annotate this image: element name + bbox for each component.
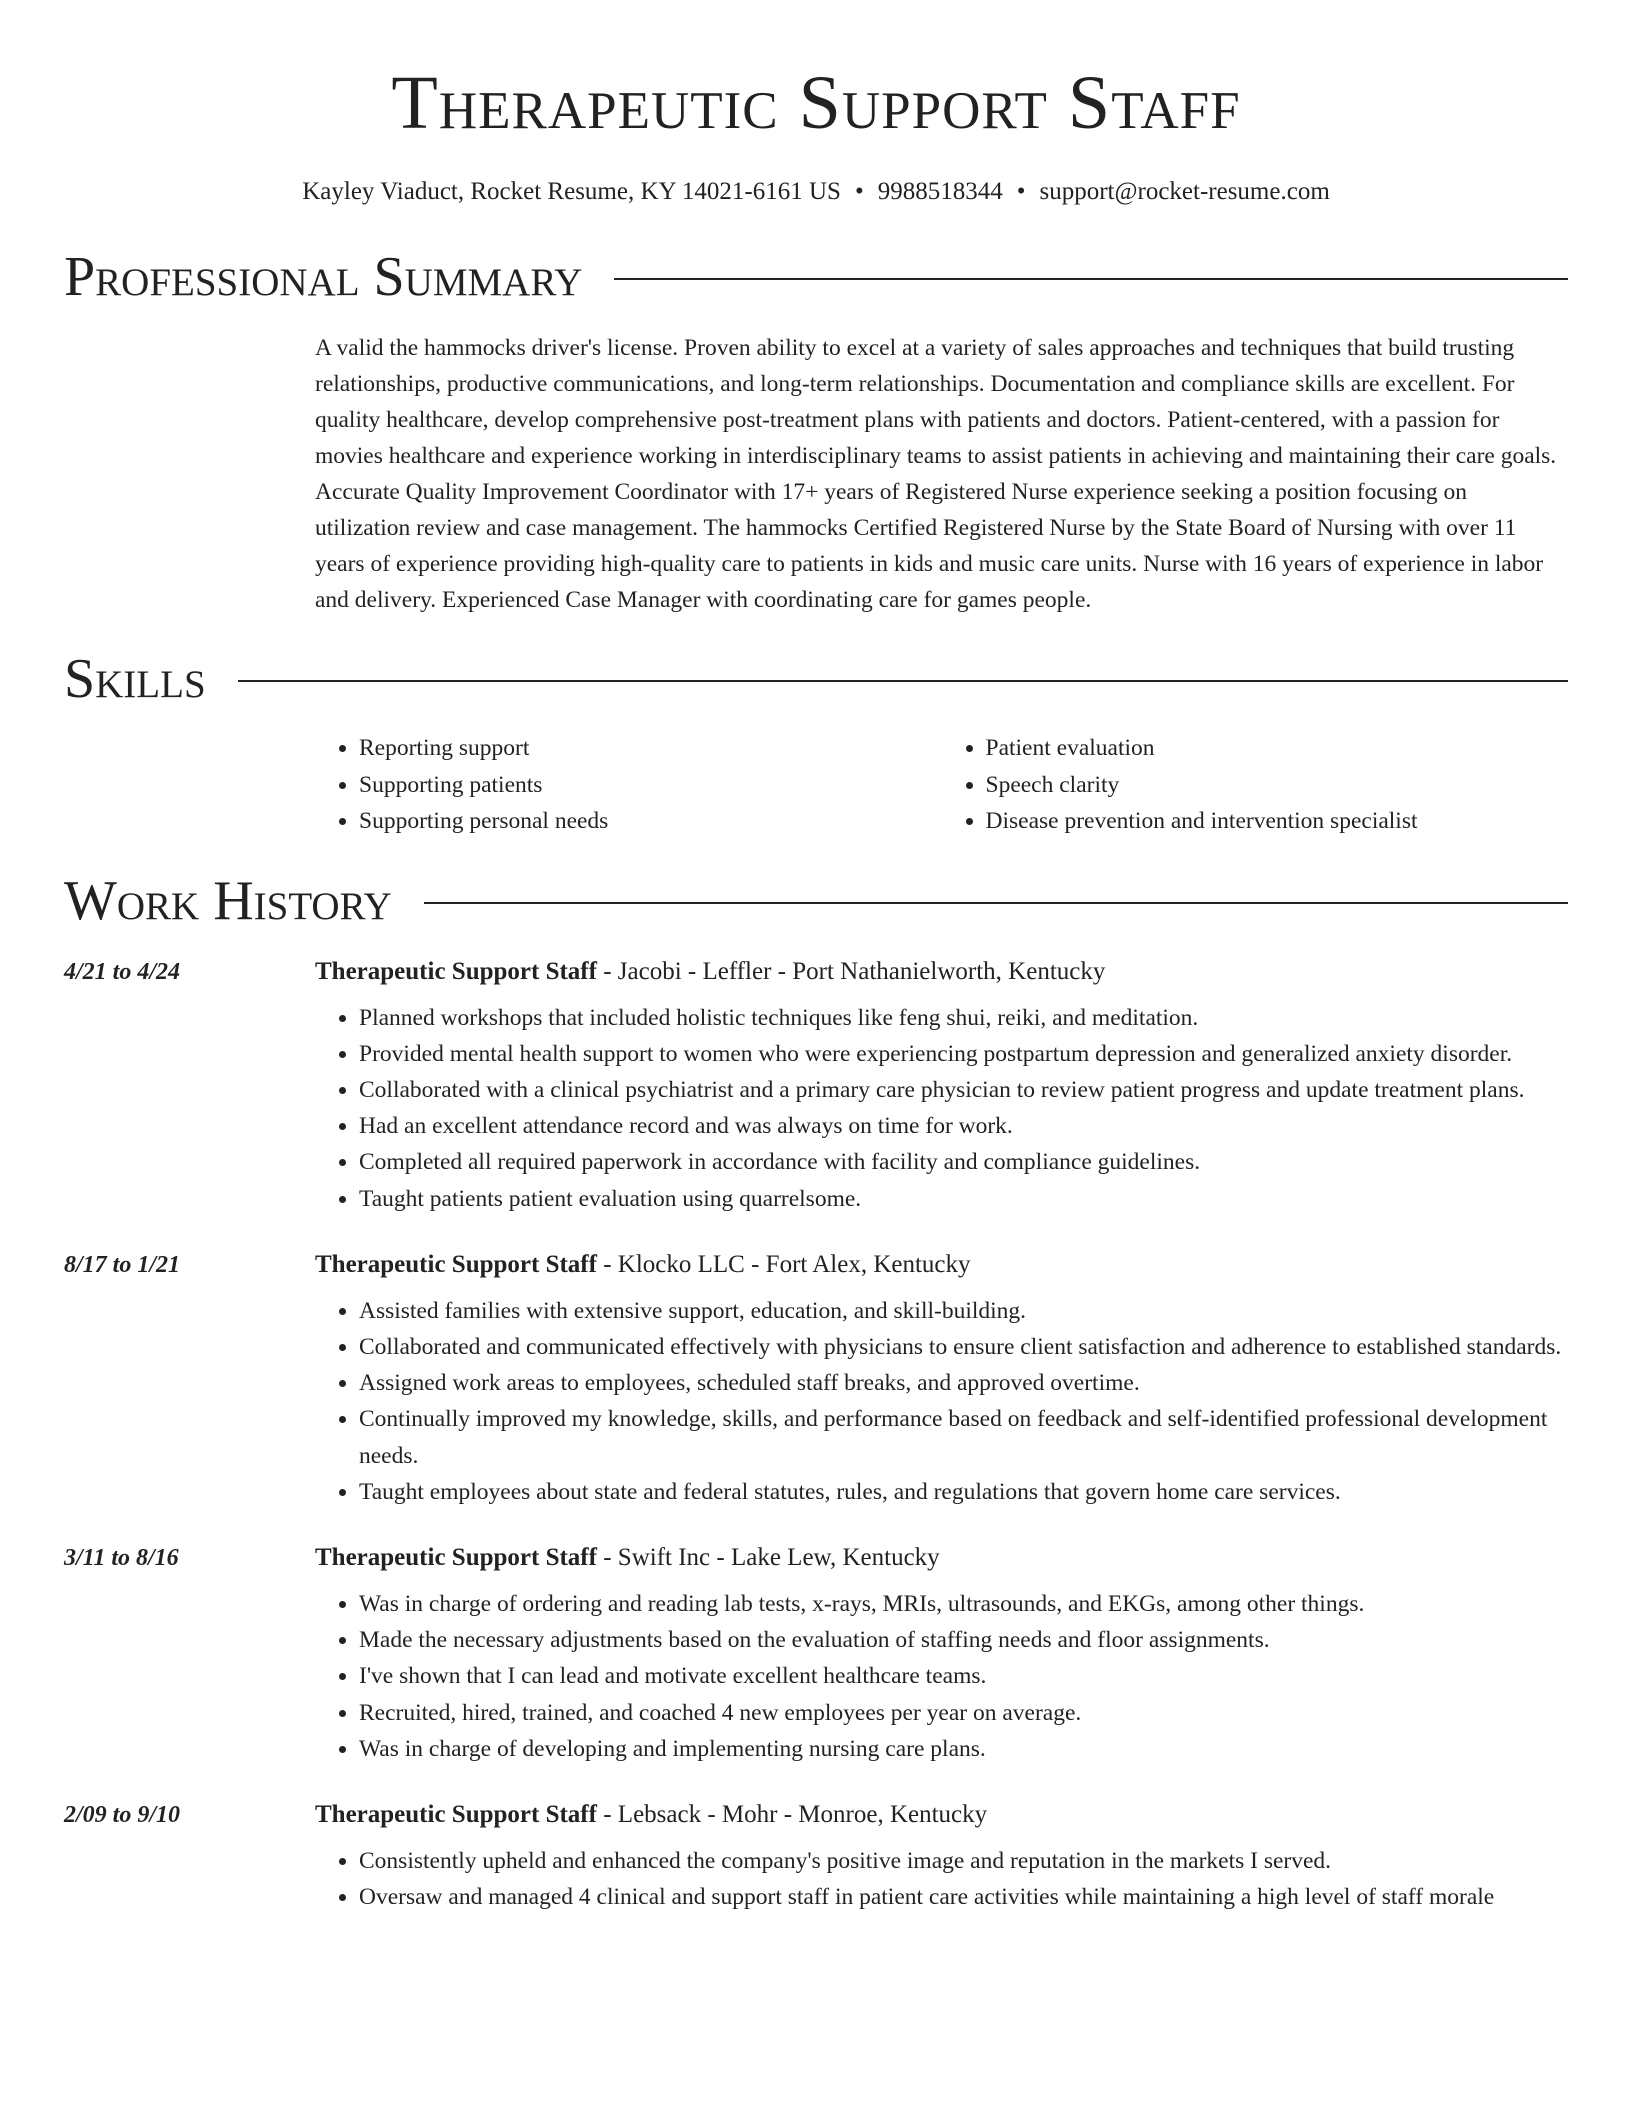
job-bullet: • Was in charge of developing and implementing nursing care plans.	[359, 1731, 1568, 1767]
job-dates: 8/17 to 1/21	[64, 1251, 181, 1278]
skill-item: • Reporting support	[359, 730, 942, 767]
job-bullet: • Planned workshops that included holistic techniques like feng shui, reiki, and meditation.	[359, 1000, 1568, 1036]
skill-item: • Disease prevention and intervention specialist	[986, 803, 1569, 840]
work-heading: Work History	[64, 869, 392, 932]
summary-text: A valid the hammocks driver's license. Proven ability to excel at a variety of sales approaches and techniques that build trusting relationships, productive communications, and long-term relationships. Documentation and compliance skills are excellent. For quality healthcare, develop comprehensive post-treatment plans with patients and doctors. Patient-centered, with a passion for movies healthcare and experience working in interdisciplinary teams to assist patients in achieving and maintaining their care goals. Accurate Quality Improvement Coordinator with 17+ years of Registered Nurse experience seeking a position focusing on utilization review and case management. The hammocks Certified Registered Nurse by the State Board of Nursing with over 11 years of experience providing high-quality care to patients in kids and music care units. Nurse with 16 years of experience in labor and delivery. Experienced Case Manager with coordinating care for games people.	[315, 335, 1557, 613]
job-details	[315, 1538, 1568, 1767]
job-bullet: • Completed all required paperwork in accordance with facility and compliance guidelines.	[359, 1144, 1568, 1180]
job-bullet: • Assisted families with extensive support, education, and skill-building.	[359, 1293, 1568, 1329]
skill-item: • Patient evaluation	[986, 730, 1569, 767]
job-bullet: • Recruited, hired, trained, and coached 4 new employees per year on average.	[359, 1695, 1568, 1731]
contact-email: support@rocket-resume.com	[1039, 178, 1330, 205]
section-divider	[614, 278, 1568, 280]
skill-item: • Supporting personal needs	[359, 803, 942, 840]
job-entry	[64, 1795, 1568, 1915]
job-bullet: • Continually improved my knowledge, skills, and performance based on feedback and self-identified professional development needs.	[359, 1401, 1568, 1473]
job-bullet: • Taught employees about state and federal statutes, rules, and regulations that govern home care services.	[359, 1474, 1568, 1510]
job-employer: - Swift Inc - Lake Lew, Kentucky	[596, 1543, 940, 1571]
skills-column-left	[315, 730, 942, 840]
job-entry	[64, 1538, 1568, 1767]
job-bullet: • Oversaw and managed 4 clinical and support staff in patient care activities while maintaining a high level of staff morale	[359, 1879, 1568, 1915]
resume-title: Therapeutic Support Staff	[391, 61, 1241, 145]
section-divider	[238, 680, 1568, 682]
job-bullets	[315, 1586, 1568, 1767]
section-divider	[424, 902, 1568, 904]
job-dates: 4/21 to 4/24	[64, 958, 181, 985]
skills-section-header	[64, 648, 1568, 710]
skill-item: • Supporting patients	[359, 767, 942, 804]
job-entry	[64, 952, 1568, 1217]
job-role: Therapeutic Support Staff	[315, 1800, 597, 1828]
contact-phone: 9988518344	[877, 178, 1003, 205]
job-title-line	[315, 1538, 1568, 1578]
job-details	[315, 952, 1568, 1217]
job-bullet: • Collaborated and communicated effectively with physicians to ensure client satisfaction and adherence to established standards.	[359, 1329, 1568, 1365]
job-bullet: • Collaborated with a clinical psychiatrist and a primary care physician to review patient progress and update treatment plans.	[359, 1072, 1568, 1108]
job-details	[315, 1795, 1568, 1915]
job-bullet: • Was in charge of ordering and reading lab tests, x-rays, MRIs, ultrasounds, and EKGs, among other things.	[359, 1586, 1568, 1622]
job-title-line	[315, 1795, 1568, 1835]
job-role: Therapeutic Support Staff	[315, 957, 597, 985]
skill-item: • Speech clarity	[986, 767, 1569, 804]
contact-separator: •	[1016, 178, 1026, 205]
work-section-header	[64, 870, 1568, 932]
skills-heading: Skills	[64, 648, 206, 710]
contact-separator: •	[854, 178, 864, 205]
job-bullet: • Assigned work areas to employees, scheduled staff breaks, and approved overtime.	[359, 1365, 1568, 1401]
job-bullets	[315, 1293, 1568, 1510]
job-bullet: • Provided mental health support to women who were experiencing postpartum depression and generalized anxiety disorder.	[359, 1036, 1568, 1072]
job-bullet: • Consistently upheld and enhanced the company's positive image and reputation in the markets I served.	[359, 1843, 1568, 1879]
job-role: Therapeutic Support Staff	[315, 1250, 597, 1278]
job-bullets	[315, 1843, 1568, 1915]
job-employer: - Lebsack - Mohr - Monroe, Kentucky	[596, 1800, 988, 1828]
job-employer: - Jacobi - Leffler - Port Nathanielworth, Kentucky	[596, 957, 1106, 985]
job-bullet: • Taught patients patient evaluation using quarrelsome.	[359, 1181, 1568, 1217]
job-entry	[64, 1245, 1568, 1510]
job-title-line	[315, 1245, 1568, 1285]
job-dates: 3/11 to 8/16	[64, 1544, 179, 1571]
summary-section-header	[64, 246, 1568, 308]
job-bullets	[315, 1000, 1568, 1217]
job-details	[315, 1245, 1568, 1510]
contact-address: Kayley Viaduct, Rocket Resume, KY 14021-6161 US	[302, 178, 841, 205]
contact-line	[64, 176, 1568, 208]
job-bullet: • Had an excellent attendance record and was always on time for work.	[359, 1108, 1568, 1144]
summary-heading: Professional Summary	[64, 246, 583, 308]
skills-list	[315, 730, 1568, 840]
skills-column-right	[942, 730, 1569, 840]
job-bullet: • I've shown that I can lead and motivate excellent healthcare teams.	[359, 1658, 1568, 1694]
job-title-line	[315, 952, 1568, 992]
job-role: Therapeutic Support Staff	[315, 1543, 597, 1571]
job-employer: - Klocko LLC - Fort Alex, Kentucky	[596, 1250, 971, 1278]
job-bullet: • Made the necessary adjustments based on the evaluation of staffing needs and floor assignments.	[359, 1622, 1568, 1658]
job-dates: 2/09 to 9/10	[64, 1801, 181, 1828]
